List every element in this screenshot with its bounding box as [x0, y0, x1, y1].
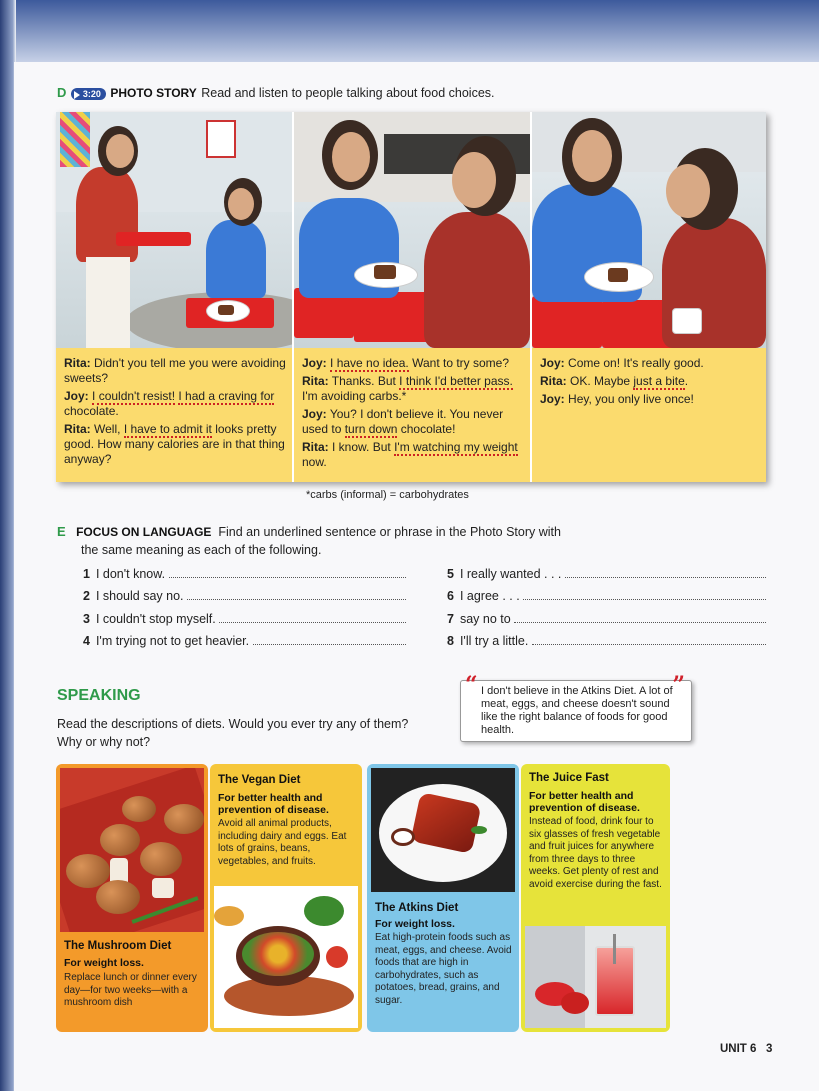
diet-description: Eat high-protein foods such as meat, eggs, and cheese. Avoid foods that are high in carbohydrates, such as potatoes, bread, grains, and sugar.	[375, 932, 512, 1006]
dialogue-line	[64, 356, 286, 386]
speech-quote	[460, 672, 692, 742]
dialogue-text: I'm avoiding carbs.*	[302, 389, 407, 403]
dialogue-text: now.	[302, 455, 327, 469]
story-panel-2-text	[294, 348, 530, 482]
diet-card-juice	[521, 764, 670, 1032]
item-text: I agree . . .	[459, 589, 520, 603]
photo-story	[56, 112, 766, 482]
dialogue-line	[540, 392, 760, 407]
exercise-item	[447, 589, 766, 603]
dialogue-line	[64, 389, 286, 419]
dialogue-line	[302, 407, 524, 437]
dialogue-line	[64, 422, 286, 467]
quote-text: I don't believe in the Atkins Diet. A lot of meat, eggs, and cheese doesn't sound like the right balance of foods for good health.	[481, 685, 673, 736]
story-photo-3	[532, 112, 766, 348]
section-instruction: Read and listen to people talking about food choices.	[201, 86, 495, 100]
exercise-item	[83, 567, 406, 581]
unit-label: UNIT 6	[720, 1043, 757, 1055]
dialogue-text: chocolate.	[64, 404, 119, 418]
item-number: 4	[83, 634, 90, 648]
dialogue-text: OK. Maybe	[570, 374, 634, 388]
exercise-item	[447, 612, 766, 626]
speaking-instruction-2: Why or why not?	[57, 735, 151, 749]
dialogue-text: Come on! It's really good.	[568, 356, 704, 370]
dialogue-text: .	[684, 374, 689, 388]
diet-purpose: For better health and prevention of disease.	[218, 792, 329, 816]
item-number: 6	[447, 589, 454, 603]
page-top-shadow	[0, 0, 819, 70]
exercise-item	[447, 567, 766, 581]
answer-blank[interactable]	[169, 568, 406, 578]
underlined-phrase: I had a craving for	[178, 389, 275, 403]
speaker-name: Rita:	[540, 374, 567, 388]
speaker-name: Joy:	[64, 389, 89, 403]
speaking-instruction-1: Read the descriptions of diets. Would you ever try any of them?	[57, 717, 409, 731]
section-instruction-1: Find an underlined sentence or phrase in the Photo Story with	[218, 525, 561, 539]
dialogue-text: Hey, you only live once!	[568, 392, 694, 406]
diet-purpose: For better health and prevention of disease.	[529, 790, 640, 814]
item-number: 2	[83, 589, 90, 603]
section-e-header	[57, 523, 677, 559]
answer-blank[interactable]	[219, 613, 406, 623]
answer-blank[interactable]	[532, 635, 766, 645]
underlined-phrase: I think I'd better pass.	[399, 374, 513, 388]
section-title: PHOTO STORY	[110, 86, 197, 100]
speaking-instruction	[57, 715, 467, 751]
dialogue-text: I know. But	[332, 440, 395, 454]
mushroom-photo	[60, 768, 204, 932]
audio-track-badge[interactable]	[71, 88, 106, 100]
story-panel-1-text	[56, 348, 292, 482]
underlined-phrase: I couldn't resist!	[92, 389, 176, 403]
section-d-header	[57, 84, 495, 102]
exercise-item	[83, 634, 406, 648]
item-text: I should say no.	[95, 589, 184, 603]
speaker-name: Joy:	[302, 356, 327, 370]
dialogue-text: chocolate!	[397, 422, 456, 436]
diet-card-atkins	[367, 764, 519, 1032]
underlined-phrase: I'm watching my weight	[394, 440, 518, 454]
dialogue-text: looks pretty good. How many calories are in that thing anyway?	[64, 422, 285, 466]
answer-blank[interactable]	[514, 613, 766, 623]
dialogue-text: Well,	[94, 422, 124, 436]
dialogue-line	[540, 356, 760, 371]
speaker-name: Rita:	[302, 374, 329, 388]
diet-title: The Mushroom Diet	[64, 940, 172, 952]
item-text: I'll try a little.	[459, 634, 529, 648]
dialogue-line	[302, 374, 524, 404]
diet-description: Avoid all animal products, including dairy and eggs. Eat lots of grains, beans, vegetables, and fruits.	[218, 818, 347, 867]
diet-card-mushroom	[56, 764, 208, 1032]
item-text: I really wanted . . .	[459, 567, 562, 581]
answer-blank[interactable]	[253, 635, 406, 645]
story-photo-2	[294, 112, 530, 348]
section-title: FOCUS ON LANGUAGE	[76, 525, 212, 539]
play-icon	[74, 91, 80, 99]
dialogue-line	[302, 356, 524, 371]
speaker-name: Rita:	[64, 422, 91, 436]
exercise-item	[83, 589, 406, 603]
diet-card-vegan	[210, 764, 362, 1032]
diet-title: The Juice Fast	[529, 772, 609, 784]
section-instruction-2: the same meaning as each of the following.	[81, 543, 322, 557]
open-quote-icon: “	[465, 672, 478, 698]
section-letter: E	[57, 524, 66, 539]
audio-track-number: 3:20	[82, 89, 101, 99]
story-panel-3-text	[532, 348, 766, 482]
item-number: 5	[447, 567, 454, 581]
dialogue-text: Want to try some?	[408, 356, 510, 370]
diet-description: Instead of food, drink four to six glasses of fresh vegetable and fruit juices for anywhere from three days to three weeks. Get plenty of rest and avoid exercise during the fast.	[529, 816, 662, 890]
speaking-title: SPEAKING	[57, 687, 141, 704]
dialogue-text: You? I don't believe it. You never used to	[302, 407, 504, 436]
dialogue-line	[302, 440, 524, 470]
speaker-name: Rita:	[302, 440, 329, 454]
diet-description: Replace lunch or dinner every day—for two weeks—with a mushroom dish	[64, 972, 197, 1008]
underlined-phrase: turn down	[344, 422, 398, 436]
answer-blank[interactable]	[187, 590, 406, 600]
item-number: 8	[447, 634, 454, 648]
page-number: 3	[766, 1043, 773, 1055]
close-quote-icon: ”	[672, 672, 685, 698]
underlined-phrase: I have to admit it	[123, 422, 212, 436]
speaker-name: Rita:	[64, 356, 91, 370]
speaker-name: Joy:	[540, 356, 565, 370]
section-letter: D	[57, 85, 67, 100]
juice-photo	[525, 926, 666, 1028]
underlined-phrase: just a bite	[633, 374, 685, 388]
page-footer	[720, 1043, 772, 1055]
answer-blank[interactable]	[523, 590, 766, 600]
dialogue-text: Didn't you tell me you were avoiding sweets?	[64, 356, 286, 385]
answer-blank[interactable]	[565, 568, 766, 578]
carbs-footnote: *carbs (informal) = carbohydrates	[306, 489, 469, 501]
item-number: 7	[447, 612, 454, 626]
story-photo-1	[56, 112, 292, 348]
speaker-name: Joy:	[540, 392, 565, 406]
item-number: 3	[83, 612, 90, 626]
exercise-item	[447, 634, 766, 648]
diet-purpose: For weight loss.	[64, 957, 144, 969]
underlined-phrase: I have no idea.	[330, 356, 409, 370]
dialogue-text: Thanks. But	[331, 374, 400, 388]
speaker-name: Joy:	[302, 407, 327, 421]
atkins-photo	[371, 768, 515, 892]
item-text: say no to	[459, 612, 511, 626]
item-text: I don't know.	[95, 567, 166, 581]
diet-title: The Atkins Diet	[375, 902, 459, 914]
vegan-photo	[214, 886, 358, 1028]
item-number: 1	[83, 567, 90, 581]
diet-title: The Vegan Diet	[218, 774, 301, 786]
dialogue-line	[540, 374, 760, 389]
item-text: I'm trying not to get heavier.	[95, 634, 250, 648]
diet-purpose: For weight loss.	[375, 918, 455, 930]
exercise-item	[83, 612, 406, 626]
item-text: I couldn't stop myself.	[95, 612, 216, 626]
